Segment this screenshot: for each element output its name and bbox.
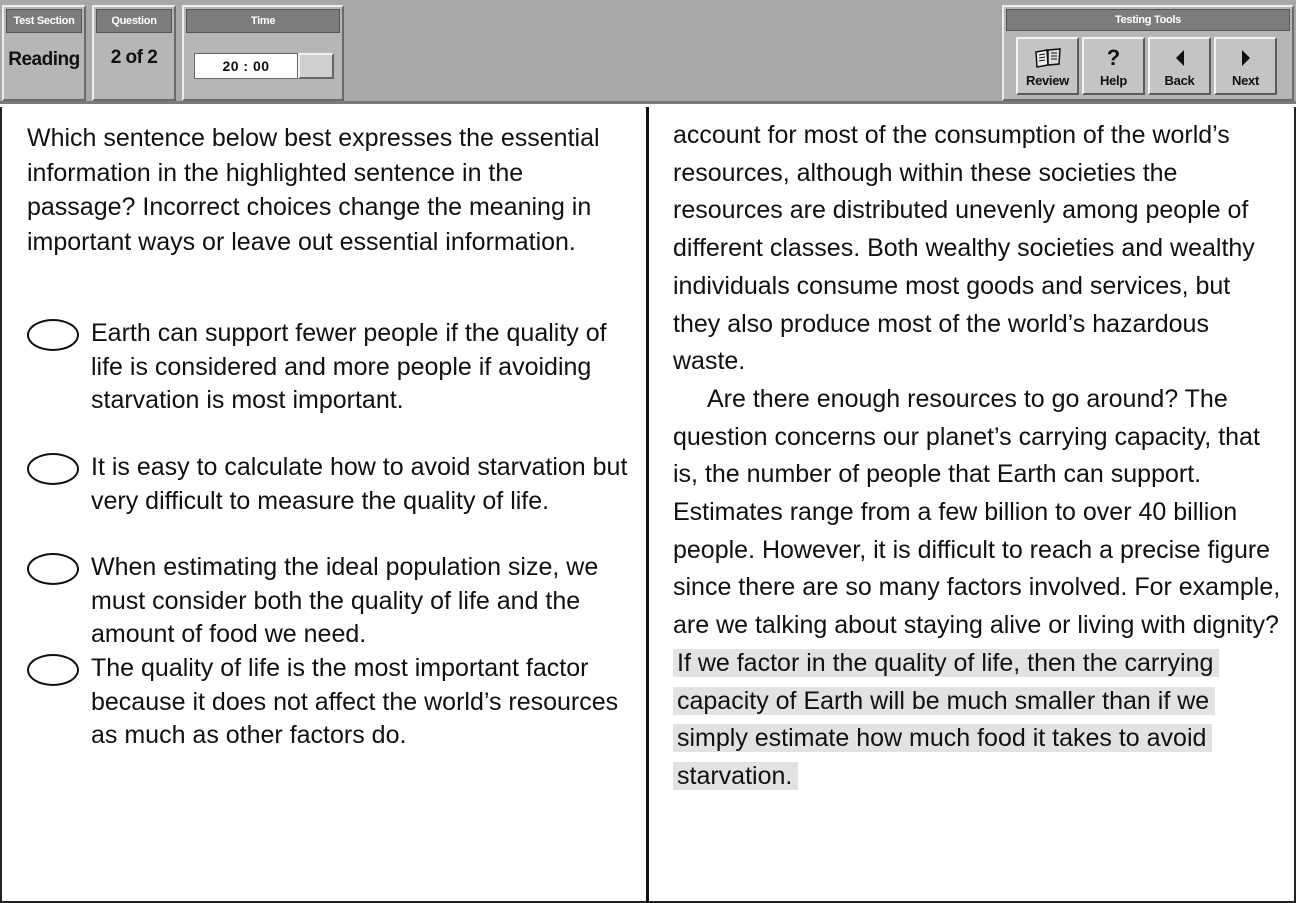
next-arrow-icon — [1240, 45, 1252, 71]
testing-tools-label: Testing Tools — [1006, 9, 1290, 31]
radio-button-3[interactable] — [27, 553, 79, 585]
back-button[interactable] — [1148, 37, 1211, 95]
answer-choice-text: When estimating the ideal population size, we must consider both the quality of life and the amount of food we need. — [91, 553, 599, 648]
question-pane — [0, 107, 646, 903]
answer-choice-3[interactable] — [27, 551, 637, 652]
help-button[interactable] — [1082, 37, 1145, 95]
answer-choice-text: Earth can support fewer people if the quality of life is considered and more people if avoiding starvation is most important. — [91, 319, 607, 414]
time-remaining: 20 : 00 — [194, 53, 298, 79]
test-section-value: Reading — [8, 49, 80, 70]
radio-button-4[interactable] — [27, 654, 79, 686]
passage-pane[interactable] — [649, 107, 1296, 903]
answer-choice-text: The quality of life is the most important factor because it does not affect the world’s resources as much as other factors do. — [91, 654, 619, 749]
answer-choice-1[interactable] — [27, 317, 637, 418]
passage-paragraph-2 — [673, 381, 1283, 796]
review-book-icon — [1033, 45, 1063, 71]
testing-tools-panel — [1002, 5, 1294, 101]
question-prompt: Which sentence below best expresses the essential information in the highlighted sentence in the passage? Incorrect choices change the meaning in important ways or leave out essential information. — [27, 124, 600, 256]
time-label: Time — [186, 9, 340, 33]
answer-choice-2[interactable] — [27, 451, 637, 518]
help-label: Help — [1100, 72, 1127, 88]
back-arrow-icon — [1174, 45, 1186, 71]
time-panel — [182, 5, 344, 101]
question-panel — [92, 5, 176, 101]
hide-time-button[interactable] — [298, 53, 334, 79]
review-label: Review — [1025, 72, 1069, 88]
highlighted-sentence: If we factor in the quality of life, then the carrying capacity of Earth will be much smaller than if we simply estimate how much food it takes to avoid starvation. — [673, 649, 1219, 790]
passage-paragraph-1: account for most of the consumption of the world’s resources, although within these societies the resources are distributed unevenly among people of different classes. Both wealthy societies and wealthy individuals consume most goods and services, but they also produce most of the world’s hazardous waste. — [673, 121, 1255, 376]
answer-choice-4[interactable] — [27, 652, 637, 753]
reading-passage — [673, 117, 1283, 796]
next-button[interactable] — [1214, 37, 1277, 95]
question-label: Question — [96, 9, 172, 33]
timer-display — [194, 53, 334, 79]
question-counter: 2 of 2 — [110, 47, 158, 68]
next-label: Next — [1232, 72, 1259, 88]
review-button[interactable] — [1016, 37, 1079, 95]
help-question-icon: ? — [1106, 44, 1121, 70]
radio-button-1[interactable] — [27, 319, 79, 351]
test-section-label: Test Section — [6, 9, 82, 33]
radio-button-2[interactable] — [27, 453, 79, 485]
back-label: Back — [1164, 72, 1195, 88]
test-section-panel — [2, 5, 86, 101]
passage-paragraph-2-text: Are there enough resources to go around? The question concerns our planet’s carrying capacity, that is, the number of people that Earth can support. Estimates range from a few billion to over 40 billion people. However, it is difficult to reach a precise figure since there are so many factors involved. For example, are we talking about staying alive or living with dignity? — [673, 384, 1281, 640]
answer-choice-text: It is easy to calculate how to avoid starvation but very difficult to measure the quality of life. — [91, 453, 628, 515]
toolbar — [0, 0, 1296, 104]
